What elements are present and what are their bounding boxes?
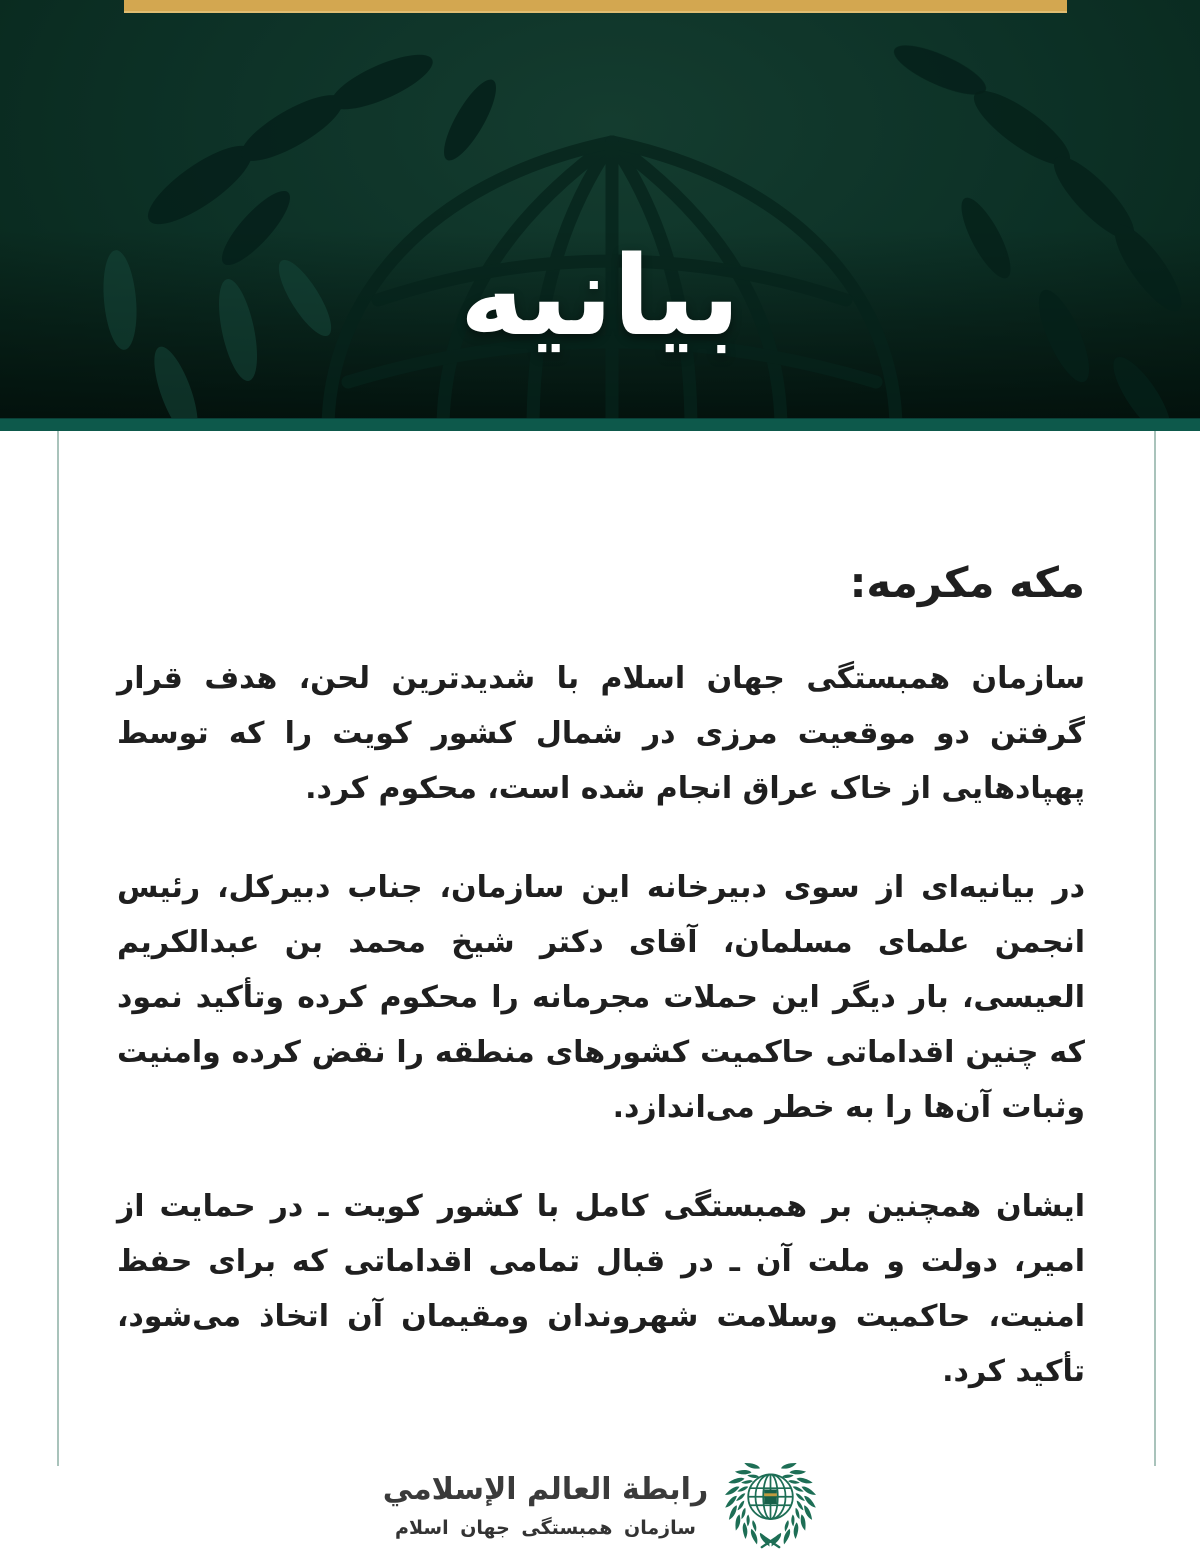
gold-accent-bar <box>124 0 1067 13</box>
statement-paragraph-2: در بیانیه‌ای از سوی دبیرخانه این سازمان، جناب دبیرکل، رئیس انجمن علمای مسلمان، آقای دکتر شیخ محمد بن عبدالکریم العیسی، بار دیگر این حملات مجرمانه را محکوم کرده وتأکید نمود که چنین اقداماتی حاکمیت کشورهای منطقه را نقض کرده وامنیت وثبات آن‌ها را به خطر می‌اندازد. <box>117 869 1085 1125</box>
statement-letter <box>59 431 1154 1554</box>
statement-paragraph-1: سازمان همبستگی جهان اسلام با شدیدترین لحن، هدف قرار گرفتن دو موقعیت مرزی در شمال کشور کویت را که توسط پهپادهایی از خاک عراق انجام شده است، محکوم کرد. <box>117 660 1085 806</box>
logo-text-block <box>383 1469 709 1539</box>
salutation-heading: مکه مکرمه: <box>849 558 1085 607</box>
page-title: بیانیه <box>459 232 741 360</box>
statement-paragraph-3: ایشان همچنین بر همبستگی کامل با کشور کویت ـ در حمایت از امیر، دولت و ملت آن ـ در قبال تمامی اقداماتی که برای حفظ امنیت، حاکمیت وسلامت شهروندان ومقیمان آن اتخاذ می‌شود، تأکید کرد. <box>117 1188 1085 1389</box>
organization-logo <box>117 1454 1085 1554</box>
header-banner <box>0 0 1200 418</box>
teal-divider-band <box>0 418 1200 431</box>
logo-arabic-name: رابطة العالم الإسلامي <box>382 1471 709 1507</box>
mwl-wreath-globe-emblem-icon <box>722 1454 819 1554</box>
content-frame <box>57 431 1156 1539</box>
logo-persian-name: سازمان همبستگی جهان اسلام <box>395 1516 696 1539</box>
